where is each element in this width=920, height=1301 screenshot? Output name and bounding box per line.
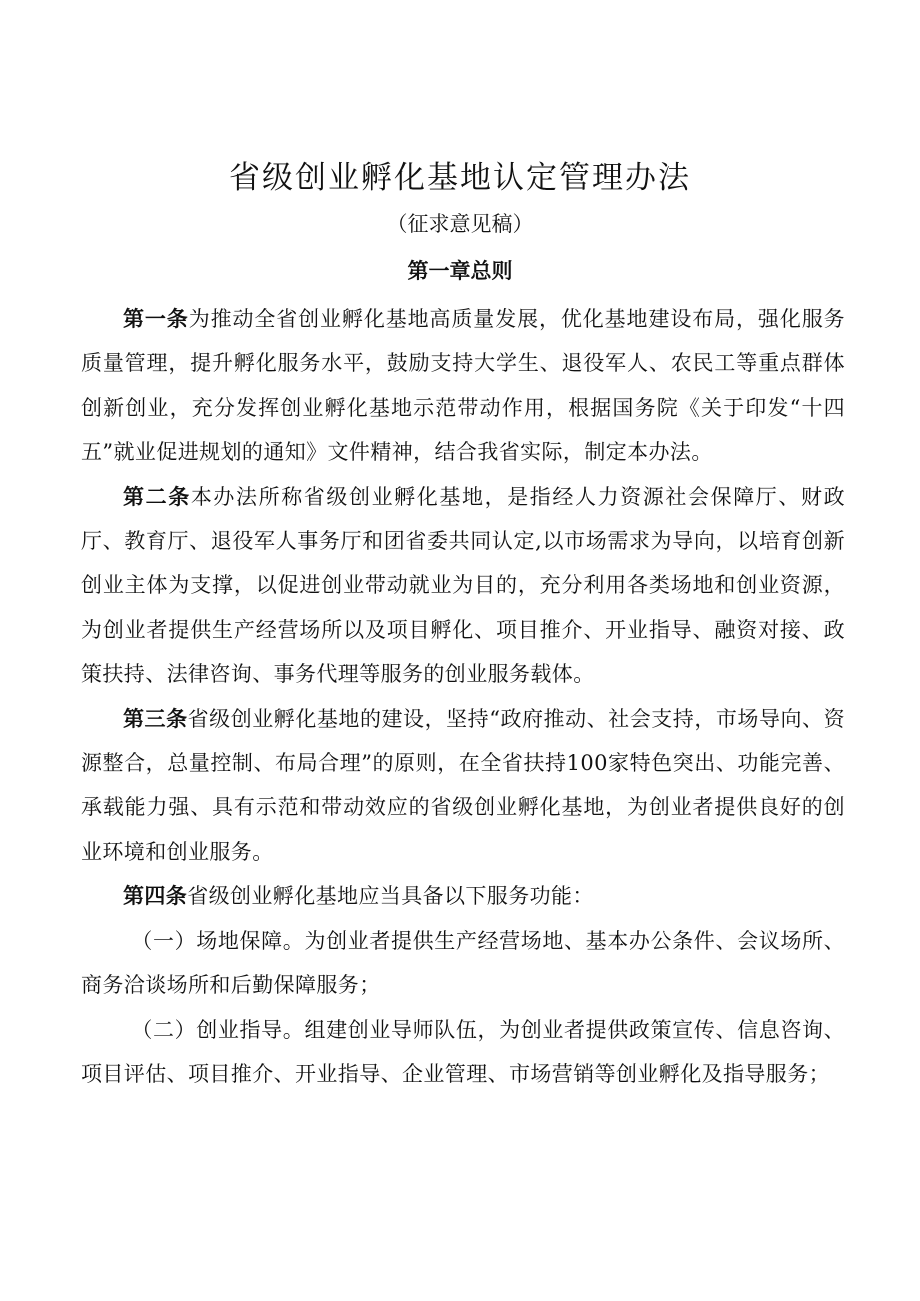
article-number: 第四条 [123, 883, 188, 909]
article-2-paragraph [81, 475, 845, 697]
article-4-item-2 [81, 1008, 845, 1097]
article-3-paragraph [81, 697, 845, 875]
article-text: 为推动全省创业孵化基地高质量发展，优化基地建设布局，强化服务质量管理，提升孵化服务水平，鼓励支持大学生、退役军人、农民工等重点群体创新创业，充分发挥创业孵化基地示范带动作用，根据国务院《关于印发“十四五”就业促进规划的通知》文件精神，结合我省实际，制定本办法。 [81, 307, 846, 465]
article-text: 省级创业孵化基地的建设，坚持“政府推动、社会支持，市场导向、资源整合，总量控制、布局合理”的原则，在全省扶持100家特色突出、功能完善、承载能力强、具有示范和带动效应的省级创业孵化基地，为创业者提供良好的创业环境和创业服务。 [81, 706, 845, 864]
document-body [81, 297, 845, 1096]
document-subtitle: （征求意见稿） [386, 212, 534, 236]
article-number: 第二条 [123, 483, 191, 509]
article-text: 本办法所称省级创业孵化基地，是指经人力资源社会保障厅、财政厅、教育厅、退役军人事务厅和团省委共同认定,以市场需求为导向，以培育创新创业主体为支撑，以促进创业带动就业为目的，充分利用各类场地和创业资源，为创业者提供生产经营场所以及项目孵化、项目推介、开业指导、融资对接、政策扶持、法律咨询、事务代理等服务的创业服务载体。 [81, 484, 845, 687]
article-1-paragraph [81, 297, 845, 475]
article-4-paragraph [81, 874, 845, 918]
article-number: 第三条 [123, 705, 188, 731]
item-text: （一）场地保障。为创业者提供生产经营场地、基本办公条件、会议场所、商务洽谈场所和后勤保障服务； [81, 928, 845, 998]
article-number: 第一条 [123, 306, 189, 331]
item-text: （二）创业指导。组建创业导师队伍，为创业者提供政策宣传、信息咨询、项目评估、项目推介、开业指导、企业管理、市场营销等创业孵化及指导服务； [81, 1017, 845, 1086]
article-4-item-1 [81, 919, 845, 1008]
article-text: 省级创业孵化基地应当具备以下服务功能： [187, 884, 594, 909]
document-title: 省级创业孵化基地认定管理办法 [229, 160, 691, 196]
chapter-heading: 第一章总则 [407, 258, 513, 283]
